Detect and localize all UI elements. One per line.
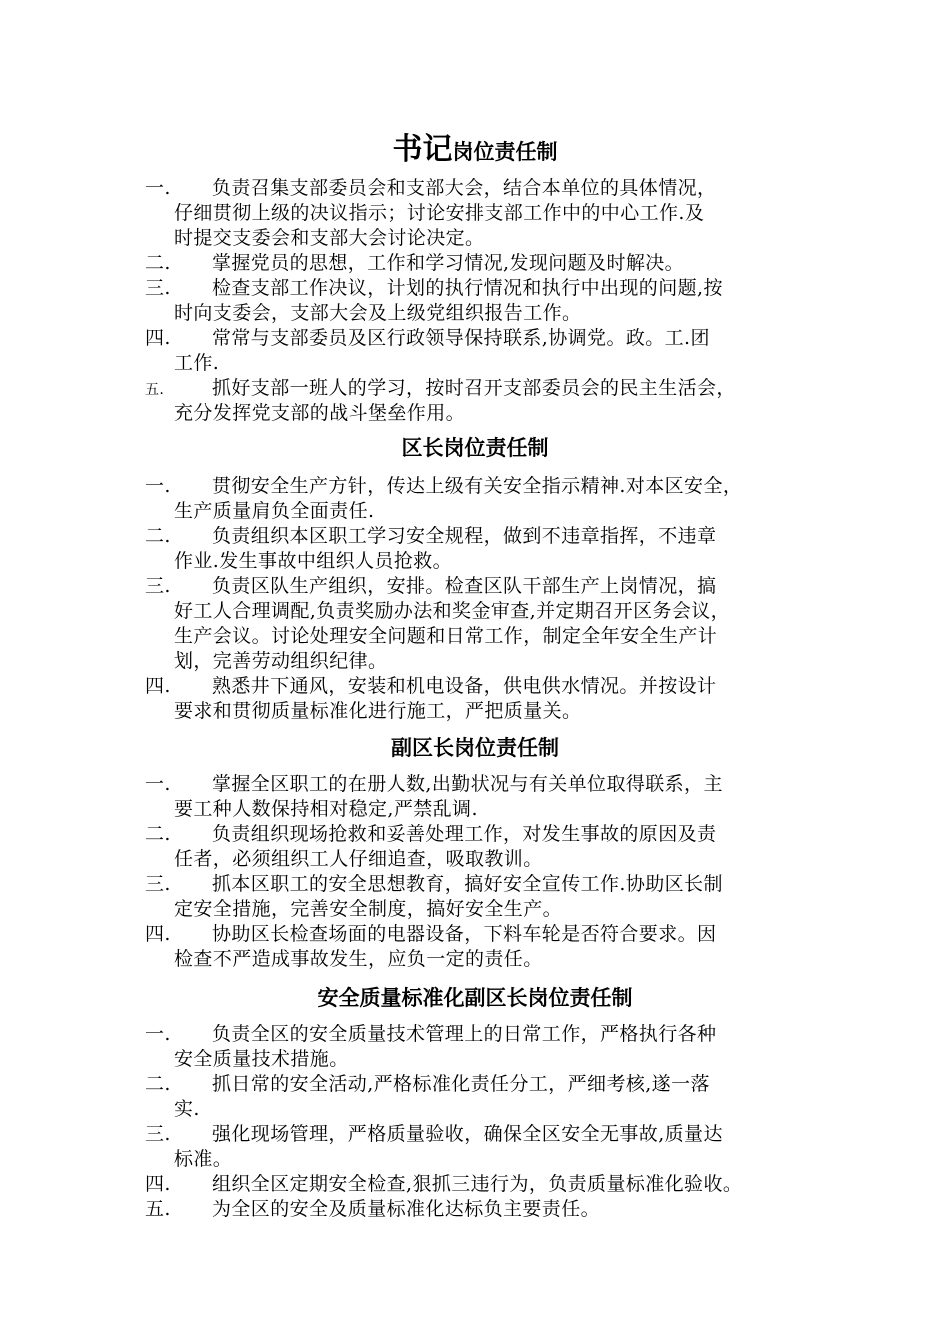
item-number: 一. xyxy=(145,475,171,497)
list-item xyxy=(145,376,825,426)
item-text: 掌握党员的思想，工作和学习情况,发现问题及时解决。 xyxy=(212,252,685,274)
item-number: 三. xyxy=(145,1123,171,1145)
item-number: 二. xyxy=(145,252,171,274)
list-item xyxy=(145,176,825,251)
item-number: 三. xyxy=(145,277,171,299)
section-title-rest: 区长岗位责任制 xyxy=(401,435,549,460)
item-number: 五. xyxy=(145,1198,171,1220)
item-number: 五. xyxy=(145,382,165,398)
section-title-district-head xyxy=(0,434,950,462)
item-text: 划，完善劳动组织纪律。 xyxy=(174,650,388,672)
item-text: 任者，必须组织工人仔细追查，吸取教训。 xyxy=(174,848,543,870)
section-title-rest: 副区长岗位责任制 xyxy=(391,735,559,760)
item-text: 好工人合理调配,负责奖励办法和奖金审查,并定期召开区务会议， xyxy=(174,600,731,622)
section-title-rest: 岗位责任制 xyxy=(452,139,558,164)
item-text: 抓本区职工的安全思想教育，搞好安全宣传工作.协助区长制 xyxy=(212,873,723,895)
item-text: 组织全区定期安全检查,狠抓三违行为，负责质量标准化验收。 xyxy=(212,1173,743,1195)
item-text: 为全区的安全及质量标准化达标负主要责任。 xyxy=(212,1198,601,1220)
list-item xyxy=(145,1022,825,1072)
item-text: 负责组织本区职工学习安全规程，做到不违章指挥，不违章 xyxy=(212,525,717,547)
list-item xyxy=(145,1072,825,1122)
item-number: 一. xyxy=(145,1023,171,1045)
item-text: 负责召集支部委员会和支部大会，结合本单位的具体情况， xyxy=(212,177,717,199)
list-item xyxy=(145,474,825,524)
item-text: 要工种人数保持相对稳定,严禁乱调. xyxy=(174,798,478,820)
item-text: 仔细贯彻上级的决议指示；讨论安排支部工作中的中心工作.及 xyxy=(174,202,705,224)
item-text: 定安全措施，完善安全制度，搞好安全生产。 xyxy=(174,898,563,920)
item-text: 时向支委会，支部大会及上级党组织报告工作。 xyxy=(174,302,582,324)
item-number: 二. xyxy=(145,525,171,547)
item-number: 三. xyxy=(145,575,171,597)
item-text: 强化现场管理，严格质量验收，确保全区安全无事故,质量达 xyxy=(212,1123,723,1145)
item-text: 时提交支委会和支部大会讨论决定。 xyxy=(174,227,485,249)
list-item xyxy=(145,1122,825,1172)
item-text: 负责区队生产组织，安排。检查区队干部生产上岗情况，搞 xyxy=(212,575,717,597)
item-number: 三. xyxy=(145,873,171,895)
item-number: 四. xyxy=(145,675,171,697)
item-text: 工作. xyxy=(174,352,220,374)
item-text: 抓好支部一班人的学习，按时召开支部委员会的民主生活会， xyxy=(212,377,736,399)
list-item xyxy=(145,674,825,724)
item-text: 掌握全区职工的在册人数,出勤状况与有关单位取得联系，主 xyxy=(212,773,723,795)
item-text: 协助区长检查场面的电器设备，下料车轮是否符合要求。因 xyxy=(212,923,717,945)
item-text: 要求和贯彻质量标准化进行施工，严把质量关。 xyxy=(174,700,582,722)
item-text: 检查不严造成事故发生，应负一定的责任。 xyxy=(174,948,543,970)
item-number: 四. xyxy=(145,1173,171,1195)
item-text: 标准。 xyxy=(174,1148,233,1170)
item-text: 作业.发生事故中组织人员抢救。 xyxy=(174,550,453,572)
section-title-rest: 安全质量标准化副区长岗位责任制 xyxy=(317,985,633,1010)
item-text: 生产会议。讨论处理安全问题和日常工作，制定全年安全生产计 xyxy=(174,625,718,647)
section-title-secretary xyxy=(0,132,950,167)
section-title-deputy-head xyxy=(0,734,950,762)
list-item xyxy=(145,772,825,822)
item-text: 充分发挥党支部的战斗堡垒作用。 xyxy=(174,402,466,424)
list-item xyxy=(145,1197,825,1222)
item-number: 四. xyxy=(145,923,171,945)
item-text: 生产质量肩负全面责任. xyxy=(174,500,375,522)
item-text: 常常与支部委员及区行政领导保持联系,协调党。政。工.团 xyxy=(212,327,710,349)
item-text: 负责全区的安全质量技术管理上的日常工作，严格执行各种 xyxy=(212,1023,717,1045)
section-title-safety-deputy-head xyxy=(0,984,950,1012)
list-item xyxy=(145,574,825,674)
list-item xyxy=(145,524,825,574)
item-text: 贯彻安全生产方针，传达上级有关安全指示精神.对本区安全， xyxy=(212,475,743,497)
item-text: 检查支部工作决议，计划的执行情况和执行中出现的问题,按 xyxy=(212,277,723,299)
list-item xyxy=(145,251,825,276)
list-item xyxy=(145,1172,825,1197)
list-item xyxy=(145,326,825,376)
item-number: 一. xyxy=(145,177,171,199)
item-number: 二. xyxy=(145,1073,171,1095)
list-item xyxy=(145,872,825,922)
item-number: 一. xyxy=(145,773,171,795)
list-item xyxy=(145,822,825,872)
list-item xyxy=(145,922,825,972)
section-title-big: 书记 xyxy=(392,132,453,167)
item-text: 负责组织现场抢救和妥善处理工作，对发生事故的原因及责 xyxy=(212,823,717,845)
list-item xyxy=(145,276,825,326)
item-text: 熟悉井下通风，安装和机电设备，供电供水情况。并按设计 xyxy=(212,675,717,697)
item-number: 二. xyxy=(145,823,171,845)
item-text: 实. xyxy=(174,1098,200,1120)
item-text: 安全质量技术措施。 xyxy=(174,1048,349,1070)
item-number: 四. xyxy=(145,327,171,349)
item-text: 抓日常的安全活动,严格标准化责任分工，严细考核,遂一落 xyxy=(212,1073,710,1095)
